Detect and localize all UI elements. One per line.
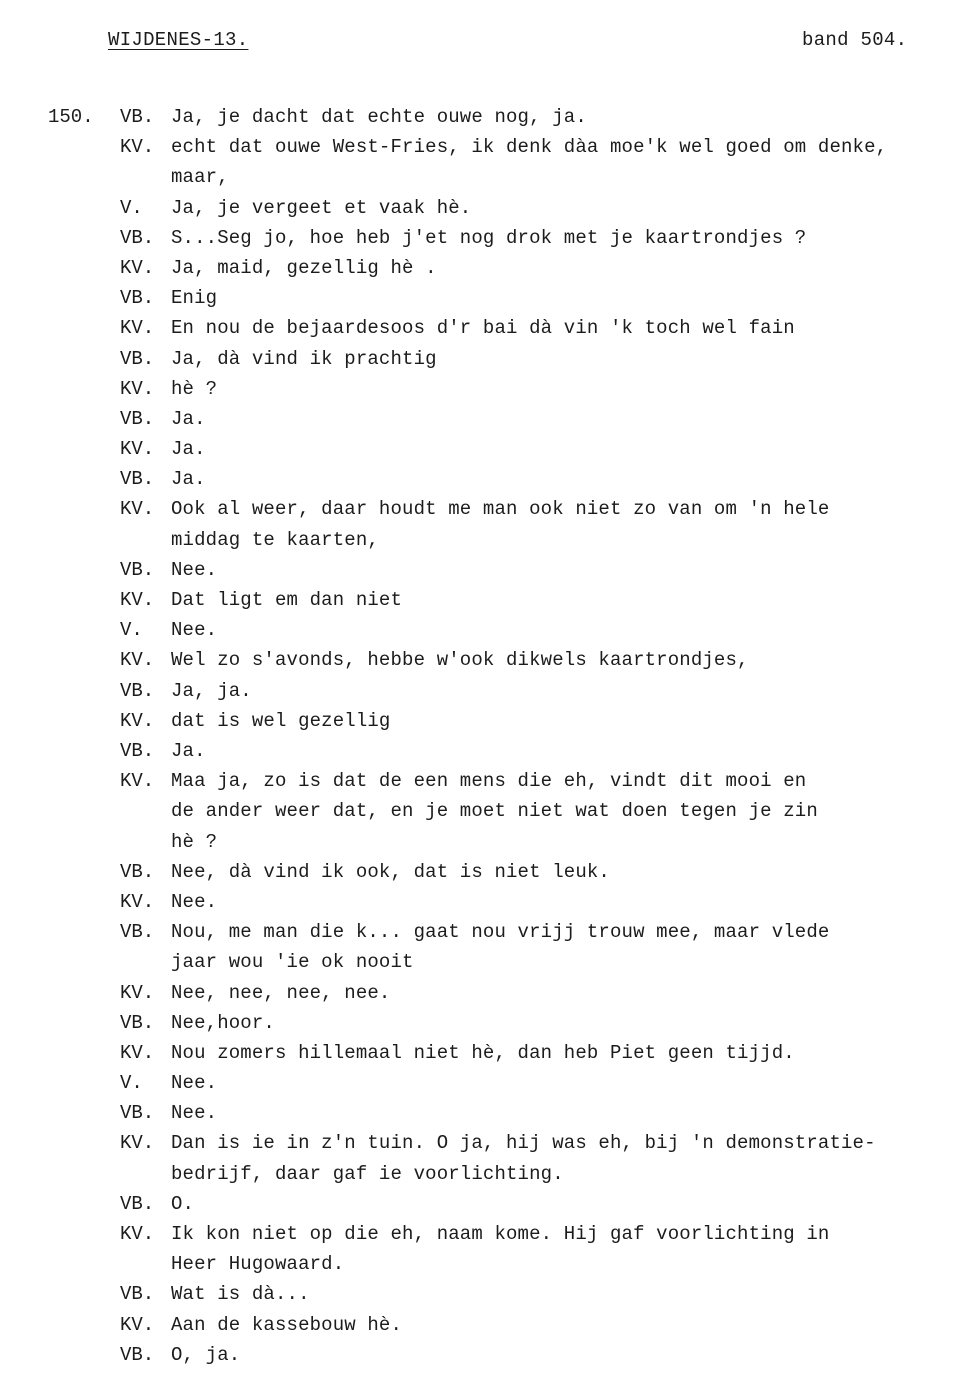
utterance-text xyxy=(171,766,941,857)
utterance-line: echt dat ouwe West-Fries, ik denk dàa moe'k wel goed om denke, xyxy=(171,136,888,159)
speaker-label: KV. xyxy=(120,1041,155,1064)
transcript-entry xyxy=(0,344,966,374)
utterance-line: hè ? xyxy=(171,377,218,400)
transcript-entry xyxy=(0,917,966,977)
speaker-label: VB. xyxy=(120,106,155,128)
utterance-text xyxy=(171,1128,941,1188)
speaker-label: KV. xyxy=(120,317,155,340)
utterance-text xyxy=(171,978,941,1008)
utterance-text xyxy=(171,132,941,192)
speaker-label: VB. xyxy=(120,287,155,310)
utterance-text xyxy=(171,494,941,554)
utterance-text xyxy=(171,102,941,132)
utterance-text xyxy=(171,193,941,223)
transcript-entry xyxy=(0,706,966,736)
utterance-line: Ook al weer, daar houdt me man ook niet zo van om 'n hele xyxy=(171,498,830,521)
speaker-label: VB. xyxy=(120,1102,155,1125)
utterance-line: Aan de kassebouw hè. xyxy=(171,1313,403,1336)
speaker-label: KV. xyxy=(120,709,155,732)
utterance-line: maar, xyxy=(171,166,229,189)
speaker-label: VB. xyxy=(120,739,155,762)
transcript-entry xyxy=(0,887,966,917)
speaker-label: VB. xyxy=(120,1343,155,1366)
transcript-entry xyxy=(0,1340,966,1370)
transcript-entry xyxy=(0,676,966,706)
utterance-line: Nee, dà vind ik ook, dat is niet leuk. xyxy=(171,860,610,883)
transcript-entry xyxy=(0,1128,966,1188)
utterance-line: O. xyxy=(171,1192,195,1215)
utterance-line: Nee, nee, nee, nee. xyxy=(171,981,391,1004)
transcript-entry xyxy=(0,857,966,887)
utterance-line: Ja. xyxy=(171,468,206,491)
speaker-label: KV. xyxy=(120,438,155,461)
transcript-entry xyxy=(0,645,966,675)
utterance-line: S...Seg jo, hoe heb j'et nog drok met je kaartrondjes ? xyxy=(171,226,807,249)
utterance-line: hè ? xyxy=(171,830,218,853)
utterance-text xyxy=(171,645,941,675)
header-band-number: band 504. xyxy=(802,29,908,51)
transcript-entry xyxy=(0,1098,966,1128)
utterance-line: Ik kon niet op die eh, naam kome. Hij gaf voorlichting in xyxy=(171,1223,830,1246)
transcript-entry xyxy=(0,464,966,494)
utterance-line: Dan is ie in z'n tuin. O ja, hij was eh, bij 'n demonstratie- xyxy=(171,1132,876,1155)
transcript-entry xyxy=(0,223,966,253)
speaker-label: V. xyxy=(120,619,143,642)
speaker-label: KV. xyxy=(120,1223,155,1246)
utterance-line: Ja. xyxy=(171,739,206,762)
speaker-label: VB. xyxy=(120,1283,155,1306)
utterance-text xyxy=(171,1340,941,1370)
transcript xyxy=(0,102,966,1370)
speaker-label: VB. xyxy=(120,1192,155,1215)
transcript-entry xyxy=(0,193,966,223)
utterance-line: dat is wel gezellig xyxy=(171,709,391,732)
speaker-label: KV. xyxy=(120,256,155,279)
transcript-entry xyxy=(0,615,966,645)
utterance-text xyxy=(171,1068,941,1098)
utterance-text xyxy=(171,464,941,494)
utterance-line: Nee. xyxy=(171,558,218,581)
speaker-label: KV. xyxy=(120,1132,155,1155)
utterance-line: Maa ja, zo is dat de een mens die eh, vindt dit mooi en xyxy=(171,770,807,793)
utterance-line: Nou zomers hillemaal niet hè, dan heb Piet geen tijjd. xyxy=(171,1041,795,1064)
utterance-line: Nee. xyxy=(171,619,218,642)
transcript-entry xyxy=(0,766,966,857)
transcript-entry xyxy=(0,1219,966,1279)
utterance-text xyxy=(171,1189,941,1219)
utterance-line: Ja, dà vind ik prachtig xyxy=(171,347,437,370)
utterance-line: middag te kaarten, xyxy=(171,528,379,551)
speaker-label: KV. xyxy=(120,981,155,1004)
transcript-entry xyxy=(0,1279,966,1309)
speaker-label: VB. xyxy=(120,226,155,249)
speaker-label: KV. xyxy=(120,890,155,913)
transcript-entry xyxy=(0,132,966,192)
speaker-label: KV. xyxy=(120,1313,155,1336)
transcript-entry xyxy=(0,253,966,283)
speaker-label: KV. xyxy=(120,589,155,612)
transcript-entry xyxy=(0,555,966,585)
transcript-entry xyxy=(0,434,966,464)
transcript-entry xyxy=(0,283,966,313)
speaker-label: V. xyxy=(120,1072,143,1095)
entry-number: 150. xyxy=(48,106,94,128)
utterance-text xyxy=(171,676,941,706)
utterance-text xyxy=(171,857,941,887)
utterance-line: Nee. xyxy=(171,1072,218,1095)
utterance-text xyxy=(171,223,941,253)
utterance-text xyxy=(171,283,941,313)
speaker-label: VB. xyxy=(120,679,155,702)
utterance-text xyxy=(171,1098,941,1128)
utterance-line: Ja. xyxy=(171,438,206,461)
speaker-label: VB. xyxy=(120,860,155,883)
utterance-text xyxy=(171,1008,941,1038)
utterance-text xyxy=(171,555,941,585)
utterance-line: Dat ligt em dan niet xyxy=(171,589,403,612)
utterance-line: Enig xyxy=(171,287,218,310)
utterance-text xyxy=(171,917,941,977)
speaker-label: VB. xyxy=(120,1011,155,1034)
utterance-line: Ja. xyxy=(171,407,206,430)
utterance-text xyxy=(171,1219,941,1279)
utterance-line: Heer Hugowaard. xyxy=(171,1253,345,1276)
utterance-text xyxy=(171,434,941,464)
speaker-label: VB. xyxy=(120,921,155,944)
utterance-text xyxy=(171,313,941,343)
speaker-label: KV. xyxy=(120,770,155,793)
transcript-entry xyxy=(0,494,966,554)
utterance-text xyxy=(171,706,941,736)
utterance-text xyxy=(171,1279,941,1309)
transcript-entry xyxy=(0,1008,966,1038)
transcript-entry xyxy=(0,736,966,766)
utterance-line: Nee. xyxy=(171,1102,218,1125)
transcript-entry xyxy=(0,374,966,404)
utterance-line: de ander weer dat, en je moet niet wat doen tegen je zin xyxy=(171,800,818,823)
utterance-line: Ja, je vergeet et vaak hè. xyxy=(171,196,472,219)
utterance-text xyxy=(171,1038,941,1068)
utterance-line: En nou de bejaardesoos d'r bai dà vin 'k toch wel fain xyxy=(171,317,795,340)
utterance-text xyxy=(171,887,941,917)
utterance-line: Ja, je dacht dat echte ouwe nog, ja. xyxy=(171,106,587,128)
header-title: WIJDENES-13. xyxy=(108,29,249,51)
utterance-line: bedrijf, daar gaf ie voorlichting. xyxy=(171,1162,564,1185)
utterance-line: Wat is dà... xyxy=(171,1283,310,1306)
speaker-label: KV. xyxy=(120,498,155,521)
transcript-entry xyxy=(0,313,966,343)
transcript-entry xyxy=(0,978,966,1008)
utterance-line: Wel zo s'avonds, hebbe w'ook dikwels kaartrondjes, xyxy=(171,649,749,672)
utterance-text xyxy=(171,585,941,615)
utterance-line: Ja, maid, gezellig hè . xyxy=(171,256,437,279)
utterance-line: Nee,hoor. xyxy=(171,1011,275,1034)
utterance-line: O, ja. xyxy=(171,1343,241,1366)
transcript-entry xyxy=(0,1189,966,1219)
speaker-label: VB. xyxy=(120,558,155,581)
utterance-text xyxy=(171,615,941,645)
speaker-label: VB. xyxy=(120,347,155,370)
speaker-label: KV. xyxy=(120,136,155,159)
transcript-entry xyxy=(0,1310,966,1340)
utterance-line: jaar wou 'ie ok nooit xyxy=(171,951,414,974)
transcript-entry xyxy=(0,1068,966,1098)
speaker-label: VB. xyxy=(120,468,155,491)
transcript-entry xyxy=(0,102,966,132)
utterance-line: Nou, me man die k... gaat nou vrijj trouw mee, maar vlede xyxy=(171,921,830,944)
utterance-text xyxy=(171,1310,941,1340)
speaker-label: KV. xyxy=(120,377,155,400)
utterance-text xyxy=(171,253,941,283)
utterance-text xyxy=(171,344,941,374)
transcript-entry xyxy=(0,1038,966,1068)
utterance-line: Nee. xyxy=(171,890,218,913)
speaker-label: VB. xyxy=(120,407,155,430)
speaker-label: V. xyxy=(120,196,143,219)
utterance-text xyxy=(171,374,941,404)
utterance-text xyxy=(171,736,941,766)
transcript-entry xyxy=(0,404,966,434)
transcript-entry xyxy=(0,585,966,615)
utterance-line: Ja, ja. xyxy=(171,679,252,702)
speaker-label: KV. xyxy=(120,649,155,672)
utterance-text xyxy=(171,404,941,434)
